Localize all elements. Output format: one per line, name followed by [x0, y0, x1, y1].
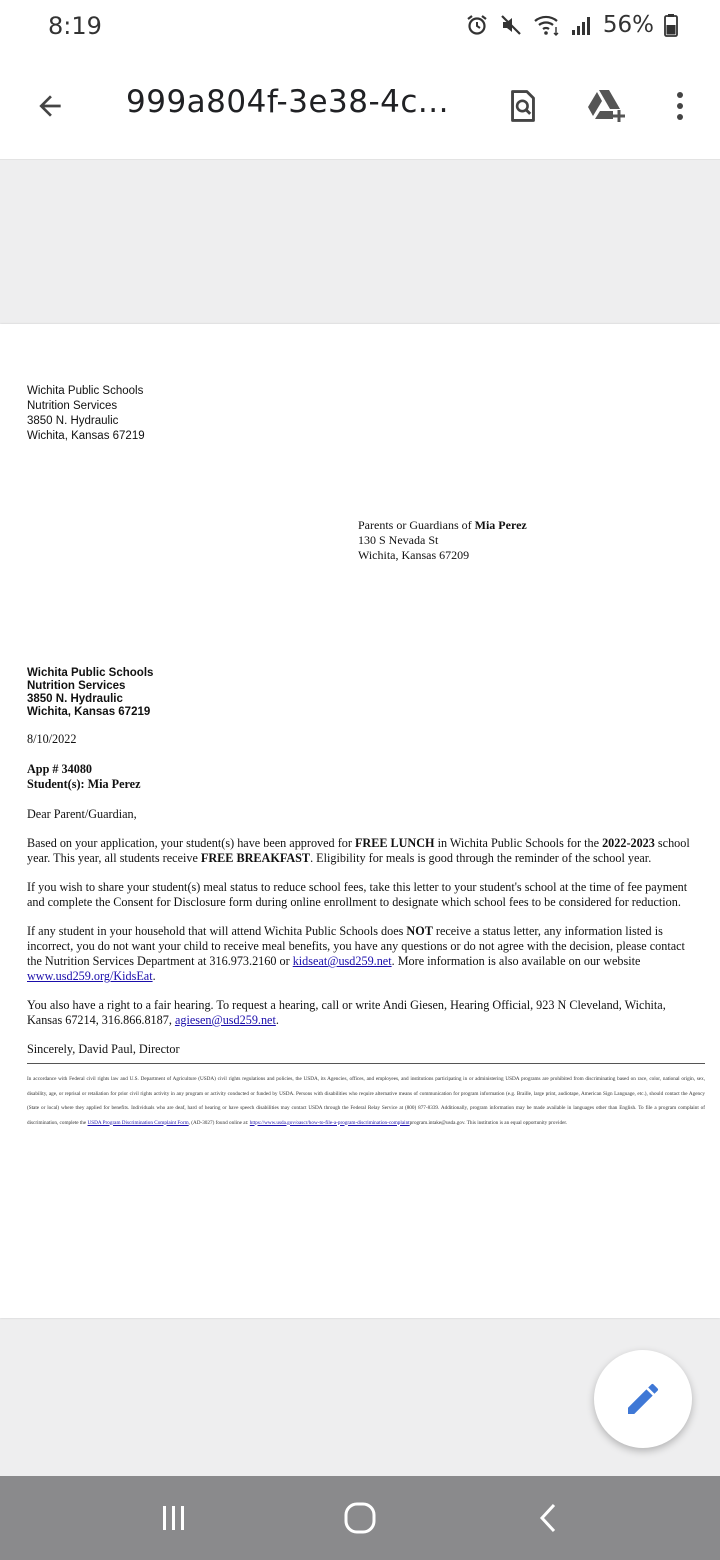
text: . Eligibility for meals is good through the reminder of the school year.	[310, 851, 652, 865]
battery-icon	[664, 13, 678, 37]
paragraph-approval	[27, 836, 699, 866]
divider	[27, 1063, 705, 1064]
battery-percent: 56%	[602, 12, 654, 38]
sender-line: Wichita Public Schools	[27, 385, 144, 397]
text: . More information is also available on our website	[391, 954, 641, 968]
recipient-address	[358, 518, 527, 563]
recipient-prefix: Parents or Guardians of	[358, 518, 475, 532]
complaint-form-link[interactable]: USDA Program Discrimination Complaint Form	[87, 1119, 189, 1126]
paragraph-hearing	[27, 998, 699, 1028]
text: .	[275, 1013, 279, 1027]
sender-line: Wichita Public Schools	[27, 667, 154, 679]
closing-signature: Sincerely, David Paul, Director	[27, 1042, 180, 1056]
recents-icon	[159, 1503, 189, 1533]
back-button[interactable]	[26, 82, 74, 130]
website-link[interactable]: www.usd259.org/KidsEat	[27, 969, 153, 983]
mute-icon	[499, 13, 523, 37]
school-year: 2022-2023	[602, 836, 655, 850]
system-nav-bar	[0, 1476, 720, 1560]
free-lunch: FREE LUNCH	[354, 836, 435, 850]
sender-line: 3850 N. Hydraulic	[27, 415, 119, 427]
letter-date: 8/10/2022	[27, 732, 77, 746]
add-to-drive-icon	[586, 88, 626, 124]
document-title: 999a804f-3e38-4c...	[126, 84, 449, 120]
alarm-icon	[465, 13, 489, 37]
text: Based on your application, your student(s) have been approved for	[27, 836, 355, 850]
letter-body	[27, 732, 705, 1130]
application-info	[27, 762, 699, 792]
text: in Wichita Public Schools for the	[434, 836, 603, 850]
recipient-line	[358, 518, 527, 533]
text: In accordance with Federal civil rights law and U.S. Department of Agriculture (USDA) civil rights regulations and policies, the USDA, its Agencies, offices, and employees, and institutions participating in or administering USDA programs are prohibited from discriminating based on race, color, national origin, sex, disability, age, or reprisal or retaliation for prior civil rights activity in any program or activity conducted or funded by USDA. Persons with disabilities who require alternative means of communication for program information (e.g. Braille, large print, audiotape, American Sign Language, etc.), should contact the Agency (State or local) where they applied for benefits. Individuals who are deaf, hard of hearing or have speech disabilities may contact USDA through the Federal Relay Service at (800) 877-8339. Additionally, program information may be made available in languages other than English. To file a program complaint of discrimination, complete the	[27, 1076, 705, 1126]
status-time: 8:19	[48, 12, 102, 40]
status-icons	[465, 12, 678, 38]
agiesen-email-link[interactable]: agiesen@usd259.net	[174, 1013, 276, 1027]
home-button[interactable]	[330, 1498, 390, 1538]
edit-fab[interactable]	[594, 1350, 692, 1448]
text: .	[152, 969, 156, 983]
text: program.intake@usda.gov. This institution is an equal opportunity provider.	[409, 1119, 568, 1126]
document-page	[0, 324, 720, 1318]
sender-line: Nutrition Services	[27, 680, 126, 692]
not-emphasis: NOT	[406, 924, 433, 938]
paragraph-contact	[27, 924, 699, 984]
sender-address-bold	[27, 667, 153, 719]
signal-icon	[571, 14, 593, 36]
kidseat-email-link[interactable]: kidseat@usd259.net	[292, 954, 392, 968]
sender-line: Wichita, Kansas 67219	[27, 706, 151, 718]
wifi-icon	[533, 13, 561, 37]
text: If any student in your household that will attend Wichita Public Schools does	[27, 924, 407, 938]
sender-line: Wichita, Kansas 67219	[27, 430, 145, 442]
more-options-button[interactable]	[654, 80, 706, 132]
app-bar	[0, 56, 720, 160]
complaint-url-link[interactable]: https://www.usda.gov/oascr/how-to-file-a-program-discrimination-complaint	[249, 1119, 410, 1126]
home-icon	[343, 1501, 377, 1535]
recipient-name: Mia Perez	[474, 518, 527, 532]
paragraph-fees: If you wish to share your student(s) meal status to reduce school fees, take this letter to your student's school at the time of fee payment and complete the Consent for Disclosure form during online enrollment to designate which school fees to be considered for reduction.	[27, 880, 688, 909]
text: receive a status letter, any information listed is incorrect, you do not want your child to receive meal benefits, you have any questions or do not agree with the decision, please contact the Nutrition Services Department at 316.973.2160 or	[27, 924, 685, 968]
text: You also have a right to a fair hearing. To request a hearing, call or write Andi Giesen, Hearing Official, 923 N Cleveland, Wichita, Kansas 67214, 316.866.8187,	[27, 998, 666, 1027]
sender-line: 3850 N. Hydraulic	[27, 693, 123, 705]
find-in-page-button[interactable]	[497, 80, 549, 132]
salutation: Dear Parent/Guardian,	[27, 807, 137, 821]
sender-line: Nutrition Services	[27, 400, 118, 412]
recipient-line: 130 S Nevada St	[358, 533, 439, 547]
students: Student(s): Mia Perez	[27, 777, 141, 791]
text: , (AD-3027) found online at:	[188, 1119, 250, 1126]
more-vert-icon	[674, 90, 686, 122]
sender-address-top	[27, 384, 145, 444]
system-back-button[interactable]	[518, 1498, 578, 1538]
find-in-page-icon	[507, 89, 539, 123]
add-to-drive-button[interactable]	[580, 80, 632, 132]
text: school year. This year, all students receive	[27, 836, 690, 865]
recipient-line: Wichita, Kansas 67209	[358, 548, 470, 562]
app-number: App # 34080	[27, 762, 93, 776]
edit-pencil-icon	[623, 1379, 663, 1419]
status-bar	[0, 0, 720, 56]
back-arrow-icon	[34, 90, 66, 122]
free-breakfast: FREE BREAKFAST	[200, 851, 311, 865]
recents-button[interactable]	[144, 1498, 204, 1538]
nav-back-icon	[536, 1502, 560, 1534]
nondiscrimination-statement	[27, 1072, 705, 1130]
